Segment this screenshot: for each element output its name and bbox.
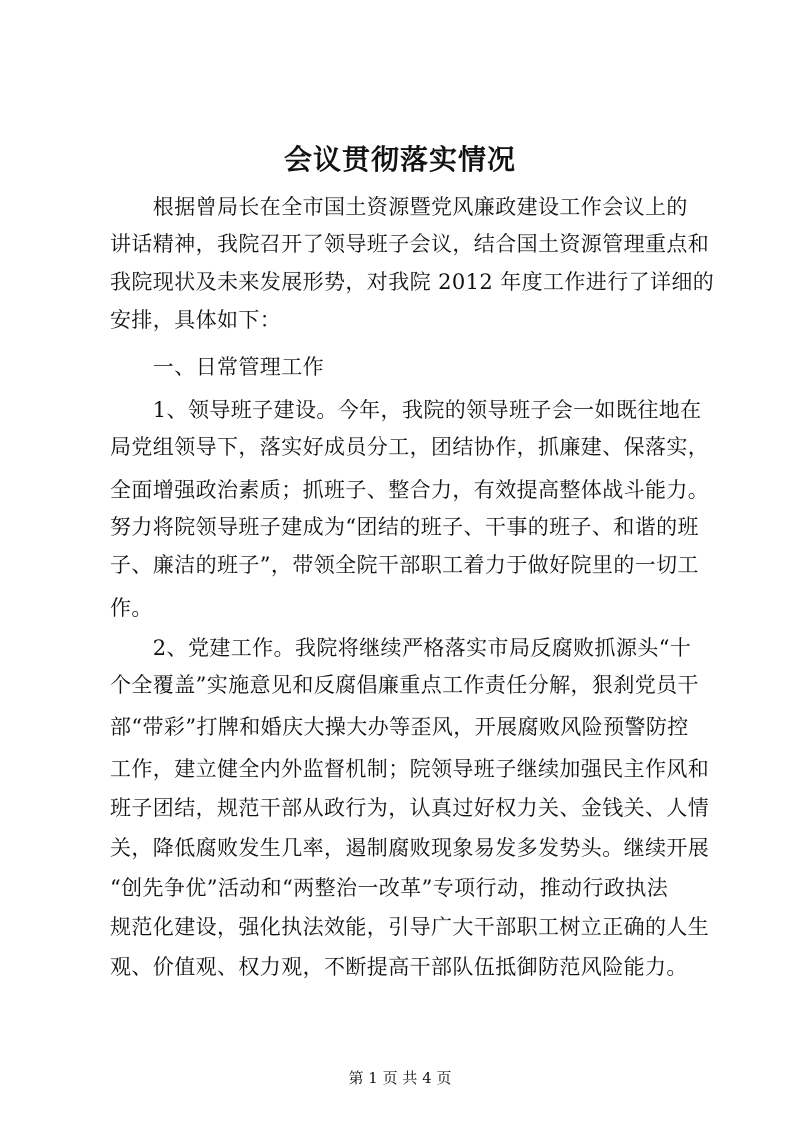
page-footer: 第 1 页 共 4 页: [348, 1069, 452, 1087]
body-line: 1、领导班子建设。今年，我院的领导班子会一如既往地在: [110, 398, 702, 422]
body-line: 子、廉洁的班子”，带领全院干部职工着力于做好院里的一切工: [110, 553, 699, 577]
body-line: 2、党建工作。我院将继续严格落实市局反腐败抓源头“十: [110, 636, 692, 660]
body-line: 观、价值观、权力观，不断提高干部队伍抵御防范风险能力。: [110, 955, 688, 979]
body-line: 规范化建设，强化执法效能，引导广大干部职工树立正确的人生: [110, 915, 710, 939]
body-line: 根据曾局长在全市国土资源暨党风廉政建设工作会议上的: [110, 195, 688, 219]
body-line: 讲话精神，我院召开了领导班子会议，结合国土资源管理重点和: [110, 232, 710, 256]
body-line: 全面增强政治素质；抓班子、整合力，有效提高整体战斗能力。: [110, 478, 710, 502]
body-line: 个全覆盖”实施意见和反腐倡廉重点工作责任分解，狠刹党员干: [110, 673, 699, 697]
body-line: 关，降低腐败发生几率，遏制腐败现象易发多发势头。继续开展: [110, 836, 710, 860]
body-line: 部“带彩”打牌和婚庆大操大办等歪风，开展腐败风险预警防控: [110, 715, 689, 739]
body-line: 作。: [110, 596, 153, 620]
body-line: 我院现状及未来发展形势，对我院 2012 年度工作进行了详细的: [110, 270, 715, 294]
section-heading: 一、日常管理工作: [110, 355, 324, 379]
body-line: 努力将院领导班子建成为“团结的班子、干事的班子、和谐的班: [110, 515, 699, 539]
body-line: 局党组领导下，落实好成员分工，团结协作，抓廉建、保落实，: [110, 435, 710, 459]
body-line: 班子团结，规范干部从政行为，认真过好权力关、金钱关、人情: [110, 796, 710, 820]
body-line: “创先争优”活动和“两整治一改革”专项行动，推动行政执法: [110, 876, 669, 900]
body-line: 工作，建立健全内外监督机制；院领导班子继续加强民主作风和: [110, 757, 710, 781]
document-title: 会议贯彻落实情况: [283, 143, 516, 176]
body-line: 安排，具体如下：: [110, 308, 282, 332]
